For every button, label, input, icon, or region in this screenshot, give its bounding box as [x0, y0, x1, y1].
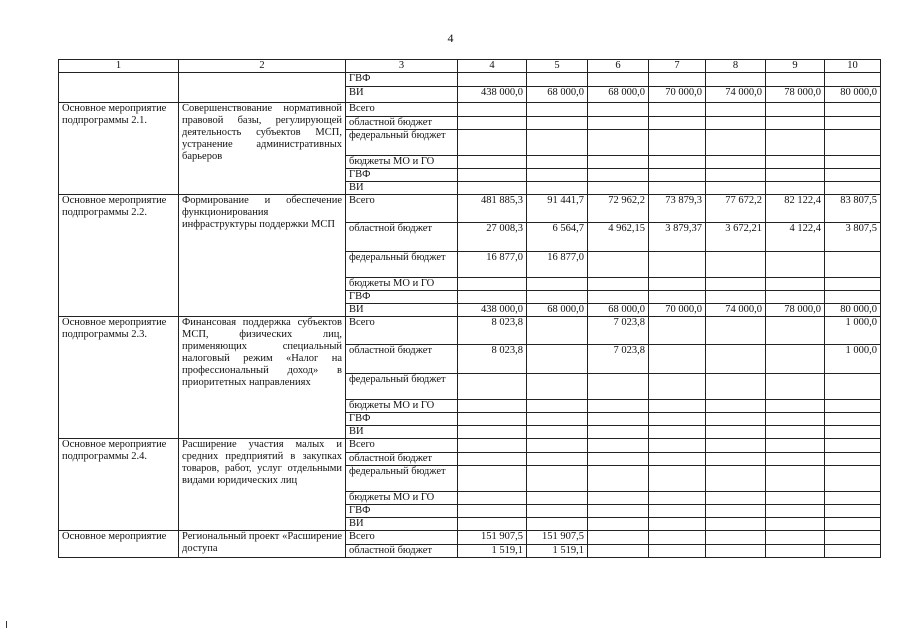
value-cell: 72 962,2	[588, 195, 649, 223]
group-description-cell: Совершенствование нормативной правовой базы, регулирующей деятельность субъектов МСП, устранение административных барьеров	[179, 103, 346, 195]
value-cell	[766, 426, 825, 439]
value-cell: 6 564,7	[527, 223, 588, 252]
value-cell: 1 000,0	[825, 345, 881, 374]
scan-edge-mark	[6, 621, 7, 628]
group-name-cell: Основное мероприятие подпрограммы 2.3.	[59, 317, 179, 439]
value-cell	[825, 169, 881, 182]
value-cell	[649, 103, 706, 117]
value-cell	[527, 439, 588, 453]
value-cell	[706, 345, 766, 374]
value-cell	[649, 505, 706, 518]
value-cell	[649, 73, 706, 87]
value-cell: 1 519,1	[527, 545, 588, 558]
value-cell	[706, 103, 766, 117]
group-description-cell: Расширение участия малых и средних предприятий в закупках товаров, работ, услуг отдельными видами юридических лиц	[179, 439, 346, 531]
value-cell	[825, 103, 881, 117]
value-cell	[706, 505, 766, 518]
source-cell: федеральный бюджет	[346, 130, 458, 156]
source-cell: бюджеты МО и ГО	[346, 400, 458, 413]
value-cell	[527, 291, 588, 304]
value-cell	[458, 466, 527, 492]
group-name-cell: Основное мероприятие подпрограммы 2.2.	[59, 195, 179, 317]
value-cell	[825, 426, 881, 439]
value-cell	[458, 169, 527, 182]
source-cell: Всего	[346, 439, 458, 453]
value-cell: 27 008,3	[458, 223, 527, 252]
group-description-cell: Формирование и обеспечение функционирования инфраструктуры поддержки МСП	[179, 195, 346, 317]
value-cell	[706, 374, 766, 400]
value-cell	[458, 453, 527, 466]
value-cell	[588, 413, 649, 426]
value-cell	[825, 439, 881, 453]
value-cell	[766, 182, 825, 195]
value-cell	[527, 492, 588, 505]
table-row	[59, 531, 881, 545]
value-cell	[649, 278, 706, 291]
value-cell	[588, 453, 649, 466]
value-cell: 438 000,0	[458, 87, 527, 103]
value-cell	[588, 73, 649, 87]
header-cell: 2	[179, 60, 346, 73]
value-cell: 3 807,5	[825, 223, 881, 252]
source-cell: бюджеты МО и ГО	[346, 278, 458, 291]
header-cell: 4	[458, 60, 527, 73]
source-cell: областной бюджет	[346, 117, 458, 130]
value-cell: 8 023,8	[458, 345, 527, 374]
header-row	[59, 60, 881, 73]
source-cell: областной бюджет	[346, 223, 458, 252]
value-cell	[458, 156, 527, 169]
value-cell: 4 122,4	[766, 223, 825, 252]
value-cell: 78 000,0	[766, 87, 825, 103]
value-cell	[825, 466, 881, 492]
group-description-cell	[179, 73, 346, 103]
value-cell: 73 879,3	[649, 195, 706, 223]
value-cell	[588, 426, 649, 439]
value-cell	[458, 374, 527, 400]
value-cell	[527, 466, 588, 492]
header-cell: 6	[588, 60, 649, 73]
value-cell	[706, 169, 766, 182]
value-cell	[766, 169, 825, 182]
group-name-cell	[59, 73, 179, 103]
budget-table	[58, 59, 881, 558]
value-cell	[766, 117, 825, 130]
value-cell	[527, 413, 588, 426]
value-cell	[527, 117, 588, 130]
header-cell: 8	[706, 60, 766, 73]
value-cell	[825, 156, 881, 169]
header-cell: 7	[649, 60, 706, 73]
value-cell	[649, 169, 706, 182]
value-cell	[527, 505, 588, 518]
value-cell	[706, 518, 766, 531]
value-cell: 151 907,5	[527, 531, 588, 545]
value-cell: 83 807,5	[825, 195, 881, 223]
value-cell	[588, 252, 649, 278]
value-cell	[825, 400, 881, 413]
value-cell: 16 877,0	[527, 252, 588, 278]
value-cell	[588, 466, 649, 492]
table-row	[59, 439, 881, 453]
value-cell	[649, 492, 706, 505]
value-cell	[458, 518, 527, 531]
value-cell	[458, 413, 527, 426]
source-cell: ГВФ	[346, 73, 458, 87]
value-cell	[766, 531, 825, 545]
value-cell	[588, 531, 649, 545]
value-cell	[458, 505, 527, 518]
value-cell	[527, 317, 588, 345]
value-cell	[766, 130, 825, 156]
source-cell: областной бюджет	[346, 545, 458, 558]
value-cell	[766, 252, 825, 278]
value-cell	[766, 103, 825, 117]
value-cell	[766, 505, 825, 518]
value-cell	[766, 439, 825, 453]
value-cell	[766, 278, 825, 291]
value-cell: 80 000,0	[825, 87, 881, 103]
value-cell: 3 879,37	[649, 223, 706, 252]
value-cell	[588, 374, 649, 400]
value-cell	[825, 545, 881, 558]
value-cell	[458, 182, 527, 195]
value-cell: 68 000,0	[588, 304, 649, 317]
value-cell: 8 023,8	[458, 317, 527, 345]
value-cell	[825, 73, 881, 87]
source-cell: ГВФ	[346, 505, 458, 518]
value-cell	[588, 156, 649, 169]
value-cell	[458, 400, 527, 413]
value-cell: 70 000,0	[649, 304, 706, 317]
source-cell: Всего	[346, 195, 458, 223]
value-cell	[527, 278, 588, 291]
source-cell: ВИ	[346, 87, 458, 103]
value-cell	[588, 130, 649, 156]
value-cell	[527, 169, 588, 182]
source-cell: бюджеты МО и ГО	[346, 156, 458, 169]
value-cell: 78 000,0	[766, 304, 825, 317]
value-cell	[766, 492, 825, 505]
value-cell: 3 672,21	[706, 223, 766, 252]
value-cell	[588, 518, 649, 531]
value-cell	[649, 518, 706, 531]
value-cell	[706, 466, 766, 492]
value-cell	[825, 492, 881, 505]
group-description-cell: Региональный проект «Расширение доступа	[179, 531, 346, 558]
source-cell: Всего	[346, 531, 458, 545]
value-cell	[458, 426, 527, 439]
value-cell	[458, 439, 527, 453]
table-row	[59, 103, 881, 117]
value-cell	[825, 374, 881, 400]
value-cell	[588, 545, 649, 558]
value-cell	[825, 130, 881, 156]
table-row	[59, 317, 881, 345]
value-cell	[527, 518, 588, 531]
source-cell: ВИ	[346, 518, 458, 531]
value-cell	[649, 156, 706, 169]
value-cell	[588, 182, 649, 195]
source-cell: ВИ	[346, 304, 458, 317]
value-cell	[766, 466, 825, 492]
value-cell	[458, 73, 527, 87]
source-cell: ВИ	[346, 182, 458, 195]
value-cell: 7 023,8	[588, 317, 649, 345]
value-cell	[766, 400, 825, 413]
value-cell	[458, 130, 527, 156]
value-cell	[649, 317, 706, 345]
source-cell: Всего	[346, 317, 458, 345]
value-cell	[588, 492, 649, 505]
value-cell	[588, 291, 649, 304]
header-cell: 3	[346, 60, 458, 73]
value-cell	[706, 531, 766, 545]
value-cell	[706, 317, 766, 345]
value-cell	[527, 156, 588, 169]
value-cell	[766, 345, 825, 374]
value-cell: 4 962,15	[588, 223, 649, 252]
group-name-cell: Основное мероприятие подпрограммы 2.4.	[59, 439, 179, 531]
value-cell: 481 885,3	[458, 195, 527, 223]
source-cell: ГВФ	[346, 291, 458, 304]
value-cell: 74 000,0	[706, 304, 766, 317]
value-cell	[766, 453, 825, 466]
source-cell: федеральный бюджет	[346, 374, 458, 400]
value-cell	[706, 117, 766, 130]
header-cell: 5	[527, 60, 588, 73]
value-cell	[766, 317, 825, 345]
source-cell: федеральный бюджет	[346, 466, 458, 492]
value-cell	[458, 103, 527, 117]
value-cell	[825, 278, 881, 291]
value-cell	[527, 103, 588, 117]
source-cell: бюджеты МО и ГО	[346, 492, 458, 505]
value-cell	[458, 492, 527, 505]
source-cell: ВИ	[346, 426, 458, 439]
value-cell: 1 000,0	[825, 317, 881, 345]
value-cell	[825, 252, 881, 278]
value-cell	[649, 291, 706, 304]
value-cell	[825, 291, 881, 304]
value-cell: 151 907,5	[458, 531, 527, 545]
value-cell	[649, 117, 706, 130]
source-cell: ГВФ	[346, 413, 458, 426]
value-cell: 70 000,0	[649, 87, 706, 103]
group-description-cell: Финансовая поддержка субъектов МСП, физических лиц, применяющих специальный налоговый режим «Налог на профессиональный доход» в приоритетных направлениях	[179, 317, 346, 439]
value-cell: 80 000,0	[825, 304, 881, 317]
value-cell	[825, 505, 881, 518]
value-cell	[527, 130, 588, 156]
value-cell	[649, 545, 706, 558]
header-cell: 9	[766, 60, 825, 73]
value-cell	[458, 278, 527, 291]
value-cell	[649, 426, 706, 439]
value-cell: 82 122,4	[766, 195, 825, 223]
value-cell	[825, 413, 881, 426]
group-name-cell: Основное мероприятие подпрограммы 2.1.	[59, 103, 179, 195]
source-cell: Всего	[346, 103, 458, 117]
value-cell	[649, 374, 706, 400]
value-cell: 68 000,0	[588, 87, 649, 103]
value-cell	[825, 531, 881, 545]
value-cell	[649, 400, 706, 413]
value-cell: 77 672,2	[706, 195, 766, 223]
value-cell	[458, 117, 527, 130]
source-cell: ГВФ	[346, 169, 458, 182]
value-cell	[766, 73, 825, 87]
source-cell: областной бюджет	[346, 345, 458, 374]
value-cell: 74 000,0	[706, 87, 766, 103]
value-cell	[825, 182, 881, 195]
value-cell	[649, 252, 706, 278]
value-cell: 68 000,0	[527, 87, 588, 103]
value-cell	[527, 182, 588, 195]
header-cell: 10	[825, 60, 881, 73]
value-cell	[706, 492, 766, 505]
value-cell	[825, 518, 881, 531]
value-cell	[649, 130, 706, 156]
value-cell	[588, 169, 649, 182]
table-row	[59, 195, 881, 223]
value-cell	[706, 413, 766, 426]
value-cell	[527, 400, 588, 413]
value-cell	[825, 117, 881, 130]
value-cell	[458, 291, 527, 304]
value-cell	[649, 466, 706, 492]
value-cell	[766, 518, 825, 531]
source-cell: областной бюджет	[346, 453, 458, 466]
value-cell	[706, 278, 766, 291]
value-cell	[706, 182, 766, 195]
value-cell	[706, 439, 766, 453]
value-cell	[588, 117, 649, 130]
value-cell	[588, 103, 649, 117]
value-cell	[527, 73, 588, 87]
value-cell	[766, 291, 825, 304]
value-cell	[649, 439, 706, 453]
value-cell	[706, 73, 766, 87]
value-cell	[649, 345, 706, 374]
value-cell: 68 000,0	[527, 304, 588, 317]
value-cell	[706, 426, 766, 439]
value-cell	[527, 374, 588, 400]
value-cell	[706, 545, 766, 558]
page-number: 4	[447, 31, 454, 45]
value-cell	[706, 291, 766, 304]
value-cell	[706, 400, 766, 413]
value-cell	[706, 156, 766, 169]
value-cell	[649, 182, 706, 195]
value-cell	[649, 413, 706, 426]
value-cell	[766, 413, 825, 426]
header-cell: 1	[59, 60, 179, 73]
value-cell	[706, 252, 766, 278]
value-cell	[766, 545, 825, 558]
value-cell	[588, 505, 649, 518]
value-cell	[649, 453, 706, 466]
value-cell	[649, 531, 706, 545]
value-cell: 438 000,0	[458, 304, 527, 317]
value-cell: 1 519,1	[458, 545, 527, 558]
value-cell	[766, 156, 825, 169]
value-cell: 7 023,8	[588, 345, 649, 374]
value-cell	[527, 345, 588, 374]
source-cell: федеральный бюджет	[346, 252, 458, 278]
group-name-cell: Основное мероприятие	[59, 531, 179, 558]
value-cell	[527, 453, 588, 466]
value-cell	[706, 453, 766, 466]
value-cell	[527, 426, 588, 439]
value-cell	[588, 278, 649, 291]
value-cell	[766, 374, 825, 400]
table-row	[59, 73, 881, 87]
value-cell	[706, 130, 766, 156]
value-cell: 16 877,0	[458, 252, 527, 278]
value-cell	[588, 439, 649, 453]
value-cell: 91 441,7	[527, 195, 588, 223]
value-cell	[588, 400, 649, 413]
value-cell	[825, 453, 881, 466]
